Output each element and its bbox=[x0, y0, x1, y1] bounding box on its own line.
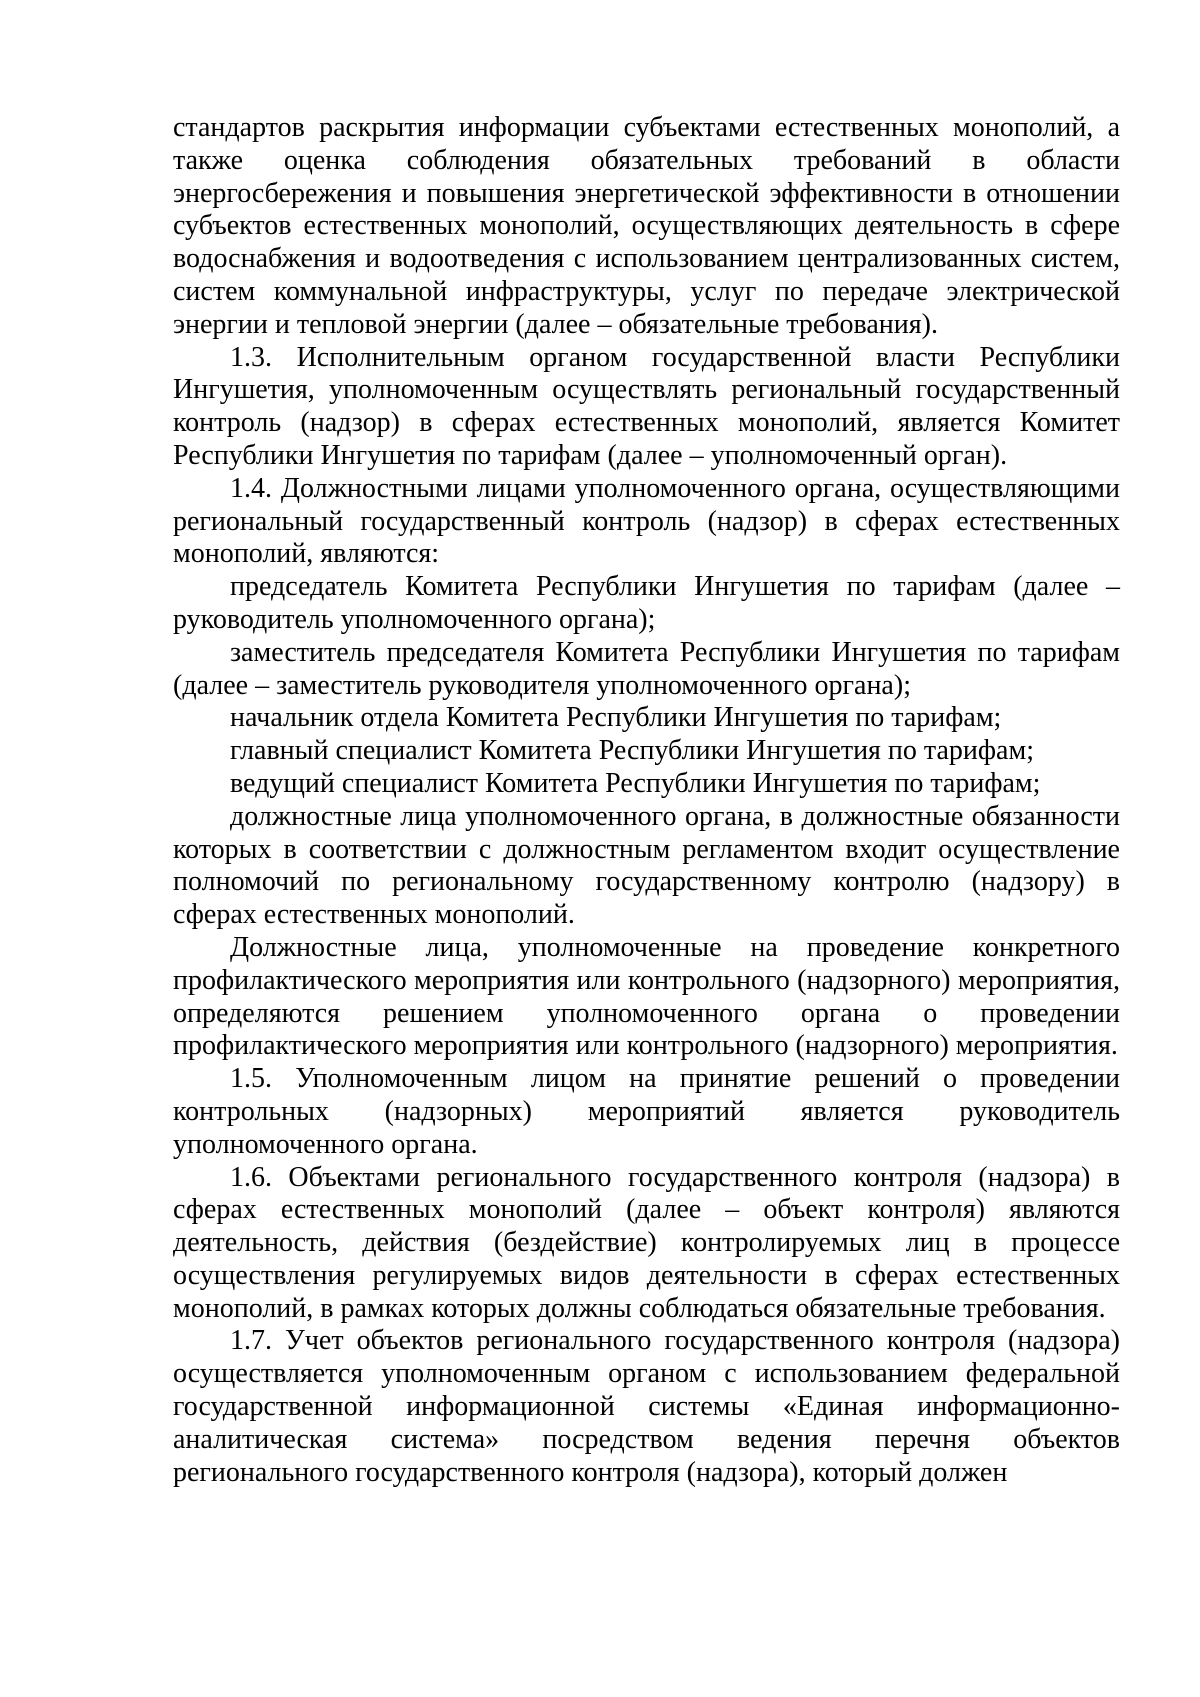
paragraph-1-5: 1.5. Уполномоченным лицом на принятие решений о проведении контрольных (надзорных) мероприятий является руководитель уполномоченного органа. bbox=[173, 1063, 1120, 1160]
paragraph-authorized-officials: Должностные лица, уполномоченные на проведение конкретного профилактического мероприятия или контрольного (надзорного) мероприятия, определяются решением уполномоченного органа о проведении профилактического мероприятия или контрольного (надзорного) мероприятия. bbox=[173, 931, 1120, 1062]
paragraph-1-6: 1.6. Объектами регионального государственного контроля (надзора) в сферах естественных монополий (далее – объект контроля) являются деятельность, действия (бездействие) контролируемых лиц в процессе осуществления регулируемых видов деятельности в сферах естественных монополий, в рамках которых должны соблюдаться обязательные требования. bbox=[173, 1161, 1120, 1324]
document-page bbox=[173, 112, 1120, 1489]
paragraph-1-4: 1.4. Должностными лицами уполномоченного органа, осуществляющими региональный государственный контроль (надзор) в сферах естественных монополий, являются: bbox=[173, 472, 1120, 570]
paragraph-official-chairman: председатель Комитета Республики Ингушетия по тарифам (далее – руководитель уполномоченного органа); bbox=[173, 571, 1120, 635]
paragraph-official-deputy: заместитель председателя Комитета Республики Ингушетия по тарифам (далее – заместитель руководителя уполномоченного органа); bbox=[173, 636, 1120, 701]
paragraph-officials-general: должностные лица уполномоченного органа, в должностные обязанности которых в соответствии с должностным регламентом входит осуществление полномочий по региональному государственному контролю (надзору) в сферах естественных монополий. bbox=[173, 800, 1120, 931]
paragraph-official-leading-specialist: ведущий специалист Комитета Республики Ингушетия по тарифам; bbox=[230, 767, 1041, 799]
paragraph-official-department-head: начальник отдела Комитета Республики Ингушетия по тарифам; bbox=[230, 702, 1002, 734]
paragraph-continuation: стандартов раскрытия информации субъектами естественных монополий, а также оценка соблюдения обязательных требований в области энергосбережения и повышения энергетической эффективности в отношении субъектов естественных монополий, осуществляющих деятельность в сфере водоснабжения и водоотведения с использованием централизованных систем, систем коммунальной инфраструктуры, услуг по передаче электрической энергии и тепловой энергии (далее – обязательные требования). bbox=[173, 112, 1120, 340]
paragraph-1-7: 1.7. Учет объектов регионального государственного контроля (надзора) осуществляется уполномоченным органом с использованием федеральной государственной информационной системы «Единая информационно-аналитическая система» посредством ведения перечня объектов регионального государственного контроля (надзора), который должен bbox=[173, 1325, 1120, 1488]
paragraph-1-3: 1.3. Исполнительным органом государственной власти Республики Ингушетия, уполномоченным осуществлять региональный государственный контроль (надзор) в сферах естественных монополий, является Комитет Республики Ингушетия по тарифам (далее – уполномоченный орган). bbox=[173, 341, 1120, 471]
paragraph-official-chief-specialist: главный специалист Комитета Республики Ингушетия по тарифам; bbox=[230, 735, 1034, 767]
